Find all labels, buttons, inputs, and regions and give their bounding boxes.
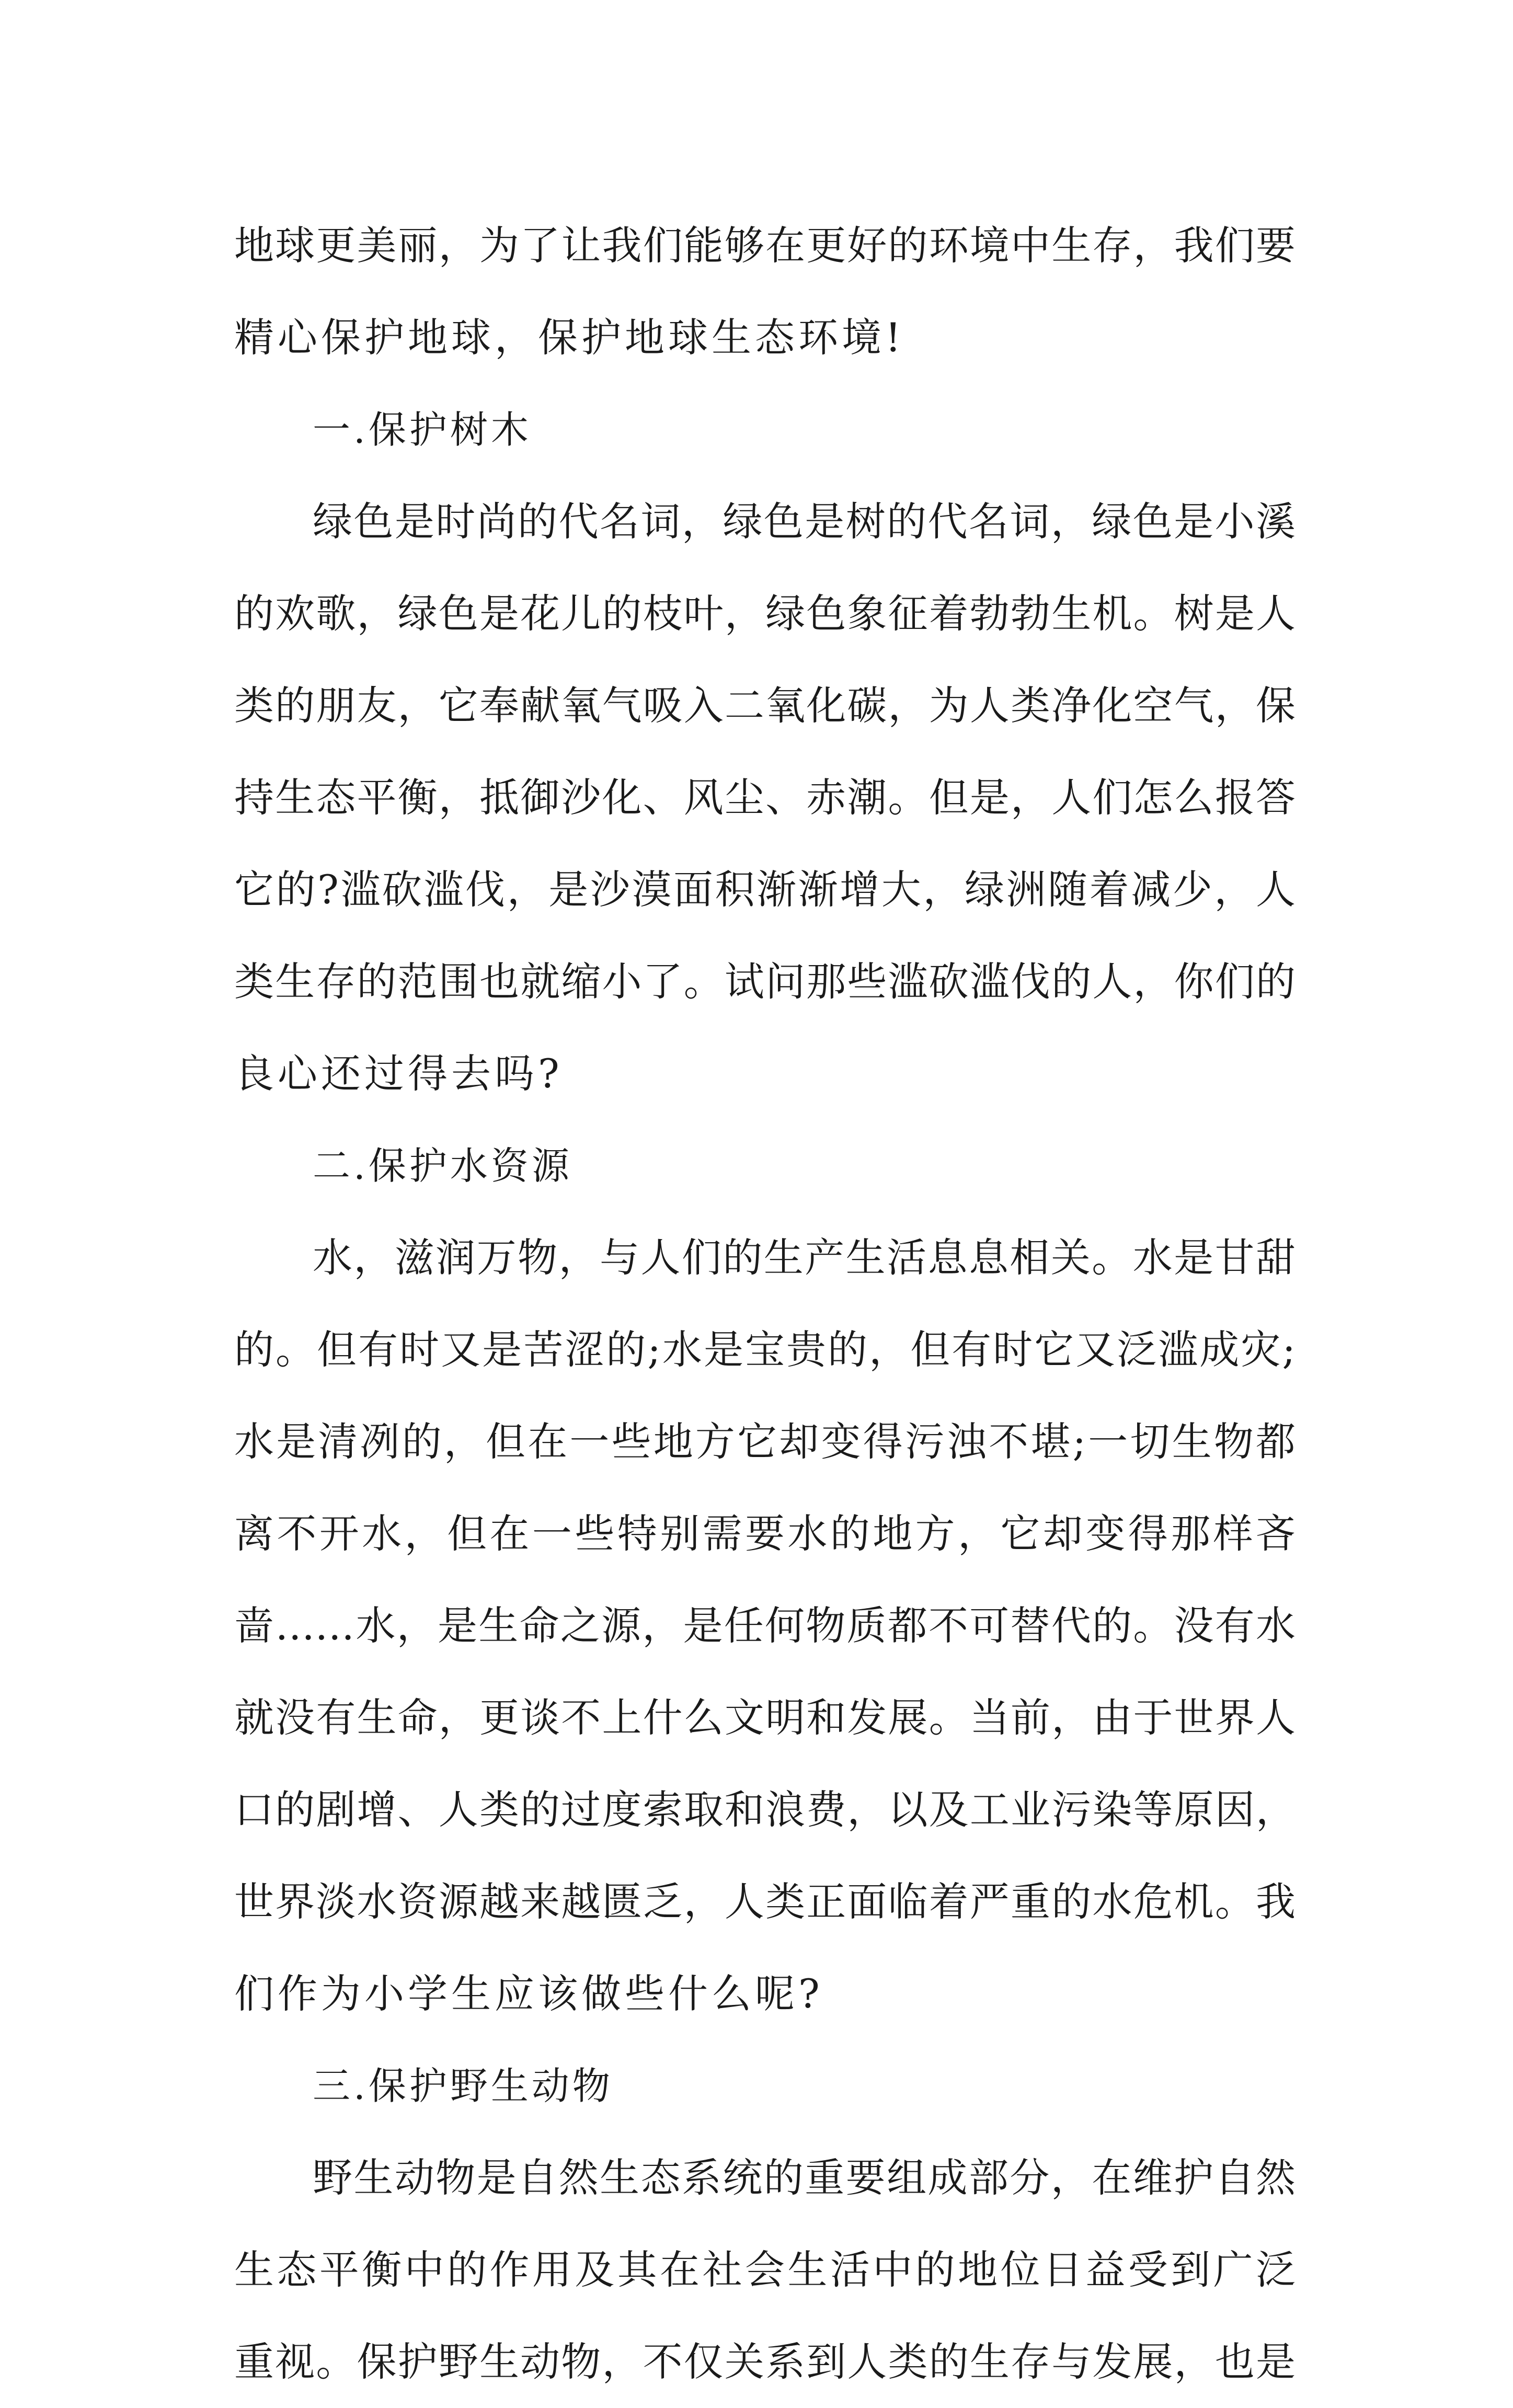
section-heading-trees: 一.保护树木 <box>313 408 532 452</box>
body-text-line: 离不开水，但在一些特别需要水的地方，它却变得那样吝 <box>234 1510 1296 1557</box>
body-text-line: 的欢歌，绿色是花儿的枝叶，绿色象征着勃勃生机。树是人 <box>234 590 1296 637</box>
body-text-line: 重视。保护野生动物，不仅关系到人类的生存与发展，也是 <box>234 2338 1296 2385</box>
body-text-line: 绿色是时尚的代名词，绿色是树的代名词，绿色是小溪 <box>313 498 1296 545</box>
body-text-line: 口的剧增、人类的过度索取和浪费，以及工业污染等原因， <box>234 1786 1296 1833</box>
body-text-line: 类的朋友，它奉献氧气吸入二氧化碳，为人类净化空气，保 <box>234 682 1296 729</box>
body-text-line: 的。但有时又是苦涩的;水是宝贵的，但有时它又泛滥成灾; <box>234 1326 1296 1373</box>
body-text-line: 良心还过得去吗? <box>234 1050 563 1097</box>
body-text-line: 地球更美丽，为了让我们能够在更好的环境中生存，我们要 <box>234 222 1296 269</box>
body-text-line: 水是清冽的，但在一些地方它却变得污浊不堪;一切生物都 <box>234 1418 1296 1465</box>
document-page <box>234 200 1296 2408</box>
body-text-line: 野生动物是自然生态系统的重要组成部分，在维护自然 <box>313 2154 1296 2201</box>
body-text-line: 啬……水，是生命之源，是任何物质都不可替代的。没有水 <box>234 1602 1296 1649</box>
body-text-line: 精心保护地球，保护地球生态环境! <box>234 314 905 361</box>
body-text-line: 世界淡水资源越来越匮乏，人类正面临着严重的水危机。我 <box>234 1878 1296 1925</box>
section-heading-wildlife: 三.保护野生动物 <box>313 2064 613 2108</box>
body-text-line: 它的?滥砍滥伐，是沙漠面积渐渐增大，绿洲随着减少，人 <box>234 866 1296 913</box>
section-heading-water: 二.保护水资源 <box>313 1144 572 1188</box>
body-text-line: 持生态平衡，抵御沙化、风尘、赤潮。但是，人们怎么报答 <box>234 774 1296 821</box>
body-text-line: 类生存的范围也就缩小了。试问那些滥砍滥伐的人，你们的 <box>234 958 1296 1005</box>
body-text-line: 水，滋润万物，与人们的生产生活息息相关。水是甘甜 <box>313 1234 1296 1281</box>
body-text-line: 就没有生命，更谈不上什么文明和发展。当前，由于世界人 <box>234 1694 1296 1741</box>
body-text-line: 们作为小学生应该做些什么呢? <box>234 1970 823 2017</box>
body-text-line: 生态平衡中的作用及其在社会生活中的地位日益受到广泛 <box>234 2246 1296 2293</box>
